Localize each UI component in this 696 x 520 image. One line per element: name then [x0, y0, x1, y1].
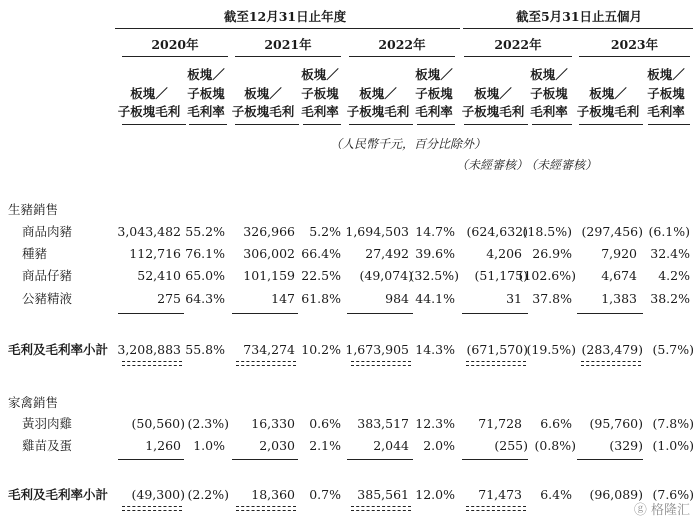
cell: (624,632) [466, 224, 528, 239]
cell: 14.3% [415, 342, 455, 357]
divider [581, 365, 641, 366]
cell: 18,360 [251, 487, 295, 502]
divider [232, 313, 298, 314]
cell: 3,208,883 [117, 342, 181, 357]
cell: (6.1%) [648, 224, 690, 239]
cell: 1,383 [601, 291, 637, 306]
section-title: 生豬銷售 [8, 202, 59, 217]
divider [118, 313, 184, 314]
divider [351, 506, 411, 507]
col-header-margin: 板塊／ [187, 67, 225, 82]
divider [236, 361, 296, 362]
cell: 55.8% [185, 342, 225, 357]
divider [351, 361, 411, 362]
cell: 39.6% [415, 246, 455, 261]
cell: 52,410 [137, 268, 181, 283]
year-header-2020: 2020年 [151, 37, 199, 52]
cell: 1,673,905 [345, 342, 409, 357]
col-header-gross-profit: 板塊／ [130, 86, 168, 101]
divider [462, 313, 528, 314]
unit-note: （人民幣千元，百分比除外） [330, 137, 487, 151]
col-header-gross-profit: 子板塊毛利 [231, 104, 295, 119]
cell: (7.6%) [652, 487, 694, 502]
divider [347, 459, 413, 460]
col-header-gross-profit: 子板塊毛利 [346, 104, 410, 119]
year-header-2021: 2021年 [264, 37, 312, 52]
cell: 734,274 [243, 342, 295, 357]
divider [577, 313, 643, 314]
cell: (2.3%) [187, 416, 229, 431]
unaudited-note: （未經審核） [456, 158, 529, 172]
cell: 71,473 [478, 487, 522, 502]
col-header-gross-profit: 板塊／ [244, 86, 282, 101]
cell: 14.7% [415, 224, 455, 239]
cell: (5.7%) [652, 342, 694, 357]
divider [236, 506, 296, 507]
cell: 2.1% [309, 438, 341, 453]
cell: 31 [506, 291, 522, 306]
col-header-margin: 毛利率 [647, 104, 685, 119]
cell: (49,074) [359, 268, 413, 283]
cell: (0.8%) [534, 438, 576, 453]
cell: (297,456) [581, 224, 643, 239]
cell: (19.5%) [526, 342, 576, 357]
cell: 61.8% [301, 291, 341, 306]
cell: 2,030 [259, 438, 295, 453]
cell: 1,694,503 [345, 224, 409, 239]
col-header-margin: 板塊／ [301, 67, 339, 82]
cell: 76.1% [185, 246, 225, 261]
divider [579, 124, 643, 125]
cell: (255) [494, 438, 528, 453]
divider [417, 124, 455, 125]
watermark-logo [634, 499, 690, 518]
divider [464, 56, 572, 57]
cell: 12.0% [415, 487, 455, 502]
watermark-text: 格隆汇 [650, 503, 690, 518]
cell: 7,920 [601, 246, 637, 261]
cell: (51,175) [474, 268, 528, 283]
cell: 306,002 [243, 246, 295, 261]
cell: (102.6%) [518, 268, 576, 283]
cell: 6.6% [540, 416, 572, 431]
row-label: 種豬 [22, 246, 48, 261]
cell: 101,159 [243, 268, 295, 283]
divider [236, 510, 296, 511]
group-header-five-months: 截至5月31日止五個月 [515, 9, 643, 24]
cell: 1.0% [193, 438, 225, 453]
col-header-margin: 子板塊 [187, 86, 225, 101]
divider [577, 459, 643, 460]
cell: (49,300) [131, 487, 185, 502]
divider [351, 365, 411, 366]
group-header-fiscal-year: 截至12月31日止年度 [223, 9, 347, 24]
row-label: 公豬精液 [22, 291, 73, 306]
col-header-margin: 毛利率 [187, 104, 225, 119]
cell: (50,560) [131, 416, 185, 431]
divider [235, 56, 341, 57]
divider [466, 506, 526, 507]
divider [235, 124, 299, 125]
divider [462, 459, 528, 460]
cell: 38.2% [650, 291, 690, 306]
cell: 27,492 [365, 246, 409, 261]
cell: 65.0% [185, 268, 225, 283]
cell: 112,716 [129, 246, 181, 261]
cell: 26.9% [532, 246, 572, 261]
divider [236, 365, 296, 366]
divider [347, 313, 413, 314]
cell: 385,561 [357, 487, 409, 502]
divider [466, 361, 526, 362]
col-header-margin: 子板塊 [415, 86, 453, 101]
cell: 0.6% [309, 416, 341, 431]
divider [122, 506, 182, 507]
cell: (7.8%) [652, 416, 694, 431]
cell: 44.1% [415, 291, 455, 306]
divider [464, 124, 528, 125]
cell: 55.2% [185, 224, 225, 239]
cell: 326,966 [243, 224, 295, 239]
watermark-icon: ⓖ [633, 503, 647, 518]
divider [122, 365, 182, 366]
cell: 275 [157, 291, 181, 306]
cell: (32.5%) [409, 268, 459, 283]
cell: 16,330 [251, 416, 295, 431]
cell: 22.5% [301, 268, 341, 283]
col-header-margin: 毛利率 [530, 104, 568, 119]
row-label: 雞苗及蛋 [22, 438, 73, 453]
cell: 32.4% [650, 246, 690, 261]
col-header-margin: 板塊／ [647, 67, 685, 82]
unaudited-note: （未經審核） [525, 158, 598, 172]
cell: 3,043,482 [117, 224, 181, 239]
col-header-margin: 子板塊 [301, 86, 339, 101]
col-header-gross-profit: 板塊／ [589, 86, 627, 101]
col-header-margin: 毛利率 [301, 104, 339, 119]
divider [122, 124, 186, 125]
cell: 5.2% [309, 224, 341, 239]
divider [232, 459, 298, 460]
divider [463, 28, 693, 29]
col-header-margin: 子板塊 [647, 86, 685, 101]
year-header-2022-5m: 2022年 [494, 37, 542, 52]
cell: 2.0% [423, 438, 455, 453]
col-header-gross-profit: 板塊／ [359, 86, 397, 101]
col-header-gross-profit: 子板塊毛利 [461, 104, 525, 119]
cell: 10.2% [301, 342, 341, 357]
divider [648, 124, 690, 125]
cell: (329) [609, 438, 643, 453]
cell: (95,760) [589, 416, 643, 431]
divider [189, 124, 227, 125]
row-label: 商品仔豬 [22, 268, 73, 283]
year-header-2023-5m: 2023年 [610, 37, 659, 52]
divider [532, 124, 572, 125]
col-header-margin: 子板塊 [530, 86, 568, 101]
cell: 66.4% [301, 246, 341, 261]
divider [303, 124, 341, 125]
divider [115, 28, 460, 29]
divider [581, 361, 641, 362]
cell: (671,570) [466, 342, 528, 357]
col-header-gross-profit: 子板塊毛利 [576, 104, 640, 119]
divider [122, 361, 182, 362]
cell: 2,044 [373, 438, 409, 453]
divider [579, 56, 690, 57]
cell: 4.2% [658, 268, 690, 283]
row-label: 商品肉豬 [22, 224, 73, 239]
divider [351, 510, 411, 511]
section-title: 家禽銷售 [8, 395, 59, 410]
divider [122, 510, 182, 511]
cell: 4,206 [486, 246, 522, 261]
cell: 0.7% [309, 487, 341, 502]
cell: 383,517 [357, 416, 409, 431]
cell: 147 [271, 291, 295, 306]
cell: (96,089) [589, 487, 643, 502]
divider [122, 56, 228, 57]
cell: 64.3% [185, 291, 225, 306]
divider [349, 124, 413, 125]
subtotal-label: 毛利及毛利率小計 [8, 342, 109, 357]
divider [349, 56, 455, 57]
col-header-gross-profit: 子板塊毛利 [117, 104, 181, 119]
col-header-margin: 板塊／ [530, 67, 568, 82]
divider [118, 459, 184, 460]
cell: 4,674 [601, 268, 637, 283]
cell: 6.4% [540, 487, 572, 502]
col-header-margin: 毛利率 [415, 104, 453, 119]
cell: (18.5%) [522, 224, 572, 239]
col-header-margin: 板塊／ [415, 67, 453, 82]
row-label: 黃羽肉雞 [22, 416, 73, 431]
subtotal-label: 毛利及毛利率小計 [8, 487, 109, 502]
cell: 71,728 [478, 416, 522, 431]
cell: (283,479) [581, 342, 643, 357]
cell: (1.0%) [652, 438, 694, 453]
cell: (2.2%) [187, 487, 229, 502]
cell: 1,260 [145, 438, 181, 453]
cell: 984 [385, 291, 409, 306]
divider [466, 510, 526, 511]
cell: 37.8% [532, 291, 572, 306]
col-header-gross-profit: 板塊／ [474, 86, 512, 101]
year-header-2022: 2022年 [378, 37, 426, 52]
cell: 12.3% [415, 416, 455, 431]
divider [466, 365, 526, 366]
